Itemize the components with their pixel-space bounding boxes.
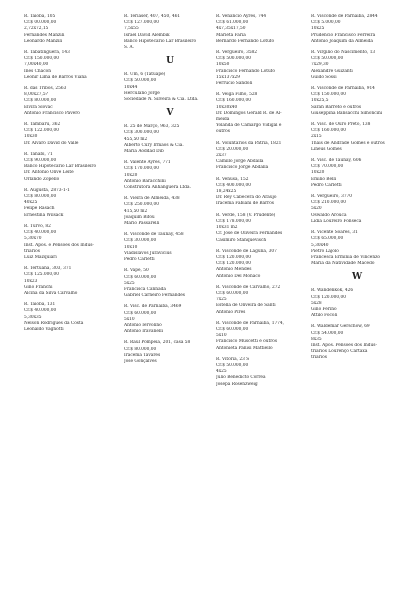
listing-entry xyxy=(124,340,216,365)
entry-line: Herculano Jorge xyxy=(124,90,160,96)
entry-line: Cr.$ 300.000,00 xyxy=(124,130,159,136)
entry-line: Francisco Fernando Lotufo xyxy=(216,68,275,74)
entry-line: 4x25 xyxy=(216,369,227,375)
entry-line: 10x23 xyxy=(24,278,38,284)
entry-address: R. Valente Ayres, 771 xyxy=(124,160,171,166)
entry-line: Cr.$ 40.000,00 xyxy=(24,230,57,236)
entry-address: R. Taioba, 131 xyxy=(24,302,56,308)
entry-line: 5x25 xyxy=(124,280,135,286)
entry-line: 415,50 m2 xyxy=(124,208,148,214)
entry-line: Cr.$ 250.000,00 xyxy=(124,202,159,208)
entry-address: R. Visc. de Taunay, 606 xyxy=(311,158,362,164)
entry-line: Ferrucio Sandoli xyxy=(216,81,253,87)
entry-address: R. Tanabi, 71 xyxy=(24,151,53,157)
entry-line: Oswaldo Arouca xyxy=(311,212,347,218)
entry-address: R. Verde, 158 (V. Prudente) xyxy=(216,212,276,218)
entry-line: Cr.$ 160.000,00 xyxy=(216,98,251,104)
entry-line: Marieta Faria xyxy=(216,32,246,38)
entry-address: R. Visconde de Parnaíba, 2844 xyxy=(311,14,378,19)
entry-address: R. Virgílio do Nascimento, 13 xyxy=(311,50,376,56)
entry-line: Fernandes Manzili xyxy=(24,32,65,38)
entry-line: Emilio Belli xyxy=(311,176,337,182)
entry-line: Inst. Apos. Pensões dos Indus- xyxy=(311,342,377,348)
entry-line: Cr.$ 80.000,00 xyxy=(24,98,57,104)
entry-line: Cr.$ 90.000,00 xyxy=(24,158,57,164)
listing-entry xyxy=(124,196,216,227)
entry-line: 5x28 xyxy=(311,300,322,306)
listing-entry xyxy=(24,14,116,45)
entry-line: meida xyxy=(216,117,230,123)
entry-line: Banco Hipotecario Lar Brasileiro xyxy=(24,164,97,170)
entry-line: Julio Benedicto Corrêa xyxy=(216,375,266,381)
listing-entry xyxy=(24,86,116,117)
entry-line: Elvira Slovac xyxy=(24,104,53,110)
entry-line: Cr.$ 160.000,00 xyxy=(311,128,346,134)
listing-entry xyxy=(216,141,308,172)
entry-line: Lineus Gomes xyxy=(311,146,342,152)
entry-line: Luiz Mazquiari xyxy=(24,254,57,260)
entry-line: Iracema Fabiani de Barros xyxy=(216,201,274,207)
entry-line: 10x31 m2 xyxy=(216,225,238,231)
entry-address: R. Visconde de Taunay, 458 xyxy=(124,232,184,238)
entry-line: Cr.$ 50.000,00 xyxy=(216,362,249,368)
entry-line: Attilo Focoli xyxy=(311,313,338,319)
entry-line: Pedro Carletti xyxy=(124,257,155,263)
listing-entry xyxy=(311,324,403,361)
entry-line: Antonio Baracchini xyxy=(124,178,166,184)
entry-line: outros xyxy=(216,129,230,135)
entry-line: 2,72x72,15 xyxy=(24,26,49,32)
listing-entry xyxy=(24,122,116,147)
entry-line: Lídia Loureiro Fonseca xyxy=(311,218,362,224)
entry-line: Antonio Iravanelli xyxy=(124,329,164,335)
entry-line: 18,24x25 xyxy=(216,189,237,195)
entry-line: Iracema Tavares xyxy=(124,352,161,358)
entry-line: 2x37 xyxy=(216,153,227,159)
entry-line: Bernardo Fernando Lotufo xyxy=(216,38,275,44)
listing-entry xyxy=(216,285,308,316)
entry-line: Cr.$ 80.000,00 xyxy=(124,346,157,352)
entry-line: 5x10 xyxy=(124,316,135,322)
entry-line: Cr.$ 120.000,00 xyxy=(216,261,251,267)
entry-address: R. Tabatinguera, 143 xyxy=(24,50,70,56)
entry-address: R. Visconde de Parnaíba, 1774, xyxy=(216,320,285,326)
section-letter: V xyxy=(166,108,174,119)
entry-line: Antonio Francisco Pavero xyxy=(24,110,80,116)
entry-line: Antonio Joaquim da Almeida xyxy=(311,38,373,44)
entry-line: 5x10 xyxy=(216,333,227,339)
listing-entry xyxy=(311,14,403,45)
entry-line: Cr.$ 20.000,00 xyxy=(216,146,249,152)
listing-entry xyxy=(24,266,116,297)
entry-line: Alcina da Silva Carvalho xyxy=(24,290,78,296)
entry-line: Pietro Lajolo xyxy=(311,248,339,254)
listing-entry xyxy=(216,14,308,45)
listing-entry xyxy=(216,249,308,280)
entry-line: 7,5x55 xyxy=(124,26,139,32)
entry-address: R. Vitoria, 23 S xyxy=(216,356,250,362)
entry-line: Cr.$ 65.000,00 xyxy=(311,236,344,242)
entry-line: 10x30x40 xyxy=(216,104,238,110)
entry-line: Thais de Andrade Gomes e outros xyxy=(311,140,385,146)
entry-line: Inês Chacon xyxy=(24,68,51,74)
column-1 xyxy=(24,14,116,338)
entry-line: triarios xyxy=(311,355,327,361)
entry-line: Maria da Natividade Macedo xyxy=(311,261,375,267)
entry-line: Cr.$ 50.000,00 xyxy=(311,56,344,62)
entry-line: Cr.$ 60.000,00 xyxy=(216,326,249,332)
entry-address: R. Turvo, 82 xyxy=(24,223,51,229)
listing-entry xyxy=(124,14,216,51)
entry-line: Cr. José de Oliveira Fernandes xyxy=(216,231,283,237)
column-3 xyxy=(216,14,308,393)
entry-line: Cr.$ 150.000,00 xyxy=(311,92,346,98)
entry-line: Cr.$ 30.000,00 xyxy=(124,238,157,244)
listing-entry xyxy=(311,194,403,225)
entry-address: R. Visc. de Ouro Preto, 138 xyxy=(311,122,371,128)
listing-entry xyxy=(124,72,216,103)
entry-line: triarios Lourenço Cartaxa xyxy=(311,349,368,355)
entry-line: Cr.$ 210.000,00 xyxy=(311,200,346,206)
entry-line: Pedro Carletti xyxy=(311,182,342,188)
listing-entry xyxy=(124,268,216,299)
entry-address: R. Visconde de Laguna, 307 xyxy=(216,248,277,254)
entry-address: R. Taioba, 105 xyxy=(24,14,56,19)
listing-entry xyxy=(311,230,403,267)
entry-address: R. Visconde de Parnaíba, 914 xyxy=(311,86,375,92)
listing-entry xyxy=(124,232,216,263)
entry-line: Cr.$ 70.000,00 xyxy=(311,164,344,170)
listing-entry xyxy=(24,50,116,81)
listing-entry xyxy=(216,357,308,388)
column-4 xyxy=(311,14,403,367)
entry-line: 7x25 xyxy=(216,297,227,303)
listing-entry xyxy=(216,213,308,244)
entry-address: R. Raul Pompeia, 201, casa 58 xyxy=(124,340,191,346)
entry-line: 455,50 m2 xyxy=(124,136,148,142)
entry-line: Estella de Oliveira de Santi xyxy=(216,303,276,309)
entry-line: 7x29,30 xyxy=(311,62,329,68)
entry-line: Mario Passarelli xyxy=(124,221,160,227)
entry-address: R. Tertuana, 303, 371 xyxy=(24,266,72,272)
entry-line: Cr.$ 120.000,00 xyxy=(311,294,346,300)
entry-line: Cr.$ 127.000,00 xyxy=(124,20,159,26)
entry-line: Cr.$ 120.000,00 xyxy=(216,254,251,260)
entry-line: S. A. xyxy=(124,45,134,51)
entry-line: Guido Sossi xyxy=(311,74,337,80)
entry-line: Francisca Cannada xyxy=(124,286,166,292)
entry-line: Camillo Jorge Abdalla xyxy=(216,159,264,165)
entry-line: Sociedade N. Silveira & Cia. Ltda. xyxy=(124,97,199,103)
entry-line: Cr.$ 54.000,00 xyxy=(311,330,344,336)
entry-line: 40x25 xyxy=(24,200,38,206)
entry-address: R. das Tribos, 2563 xyxy=(24,86,67,92)
entry-line: Cr.$ 00.000,00 xyxy=(24,20,57,26)
entry-line: Francisco Muscetti e outros xyxy=(216,339,278,345)
listing-entry xyxy=(216,50,308,87)
entry-line: Francisco Jorge Abdalla xyxy=(216,165,269,171)
listing-entry xyxy=(24,224,116,261)
entry-line: Cr.$ 400.000,00 xyxy=(216,182,251,188)
entry-line: Leonardo Manzili xyxy=(24,38,63,44)
entry-line: 10x44 xyxy=(124,84,138,90)
entry-line: 8x35 xyxy=(311,336,322,342)
entry-line: Gabriel Carneiro Fernandes xyxy=(124,293,185,299)
entry-line: 4x7,35x17,50 xyxy=(216,26,246,32)
entry-line: Cr.$ 40.000,00 xyxy=(24,308,57,314)
entry-line: Giuseppina Bansacchi Simoncini xyxy=(311,110,383,116)
entry-line: Casimiro Stanquevisch xyxy=(216,237,267,243)
entry-address: R. Vergueiro, 3582 xyxy=(216,50,258,56)
entry-line: Cr.$ 178.000,00 xyxy=(216,218,251,224)
entry-line: 5x20 xyxy=(311,206,322,212)
entry-address: R. Tambaru, 362 xyxy=(24,122,61,128)
entry-line: Inst. Apos. e Pensões dos Indus- xyxy=(24,242,94,248)
listing-entry xyxy=(311,86,403,117)
entry-line: Dr. Domingos Gerald R. de Al- xyxy=(216,110,282,116)
entry-address: R. Vieira de Almeida, 438 xyxy=(124,196,180,202)
entry-line: Cr.$ 500.000,00 xyxy=(216,56,251,62)
entry-line: Maria Aoddad Dib xyxy=(124,149,164,155)
entry-line: 5,30x35 xyxy=(24,314,42,320)
entry-line: 10x50 xyxy=(216,62,230,68)
entry-line: Leonir Lima de Barros Viana xyxy=(24,74,87,80)
entry-line: Construtora Anhanguera Ltda. xyxy=(124,185,191,191)
entry-line: triarios xyxy=(24,248,40,254)
entry-line: Dr. Rey Cabecera do Araujo xyxy=(216,195,277,201)
entry-line: Cr.$ 150.000,00 xyxy=(24,56,59,62)
entry-line: Cr.$ 50.000,00 xyxy=(124,78,157,84)
entry-line: Orlando Zopello xyxy=(24,176,60,182)
listing-entry xyxy=(24,188,116,219)
entry-address: R. Voluntarios da Patria, 1821 xyxy=(216,140,282,146)
entry-line: 10x25 xyxy=(311,26,325,32)
listing-entry xyxy=(24,302,116,333)
listing-entry xyxy=(311,122,403,153)
entry-address: R. Visc. de Parnaíba, 3469 xyxy=(124,304,182,310)
entry-line: 15x137x29 xyxy=(216,74,240,80)
entry-line: Leonaldo Vagnotti xyxy=(24,326,64,332)
entry-line: Josepa Rosenzweig xyxy=(216,381,258,387)
entry-line: Cr.$ 60.000,00 xyxy=(124,274,157,280)
listing-entry xyxy=(24,152,116,183)
entry-line: Antonio Pires xyxy=(216,309,246,315)
entry-line: 10x20 xyxy=(311,170,325,176)
entry-line: Felipe Rasach xyxy=(24,206,55,212)
listing-entry xyxy=(216,177,308,208)
entry-line: Cr.$ 61.000,00 xyxy=(216,20,249,26)
listing-entry xyxy=(124,304,216,335)
listing-entry xyxy=(216,92,308,135)
entry-line: Gino Franchi xyxy=(24,284,53,290)
entry-line: Gino Ferino xyxy=(311,306,337,312)
section-letter: U xyxy=(166,56,174,67)
entry-address: R. 25 de Março, 963, 325 xyxy=(124,124,180,130)
entry-address: R. Venusa, 152 xyxy=(216,176,249,182)
entry-line: Dr. Antonio Olivé Leite xyxy=(24,170,74,176)
entry-line: 10x30 xyxy=(24,134,38,140)
listing-entry xyxy=(124,160,216,191)
entry-line: Cr.$ 5.000,00 xyxy=(311,20,341,26)
entry-line: Antonio Mendes xyxy=(216,267,252,273)
entry-line: Antonio Del Monaco xyxy=(216,273,261,279)
entry-address: R. Vapé, 50 xyxy=(124,268,149,274)
entry-line: 10x20 xyxy=(124,172,138,178)
entry-line: Alexandre Guizanti xyxy=(311,68,353,74)
entry-line: Cr.$ 122.000,00 xyxy=(24,128,59,134)
entry-line: 2x15 xyxy=(311,134,322,140)
entry-line: Antonio Iervolino xyxy=(124,322,162,328)
listing-entry xyxy=(311,158,403,189)
entry-line: Nelson Rodrigues da Costa xyxy=(24,320,84,326)
entry-address: R. Wandenkok, 426 xyxy=(311,288,354,294)
entry-line: Joaquim Bifou xyxy=(124,214,155,220)
entry-line: Yolanda de Camargo Vidigal e xyxy=(216,123,282,129)
entry-address: R. Um, 6 (Tatuapé) xyxy=(124,72,166,78)
entry-line: Cr.$ 60.000,00 xyxy=(216,290,249,296)
entry-line: Sarah Barreto e outros xyxy=(311,104,362,110)
listing-entry xyxy=(311,50,403,81)
entry-line: Cr.$ 60.000,00 xyxy=(124,310,157,316)
entry-address: R. Waldemar Gerschow, 69 xyxy=(311,324,370,330)
entry-address: R. Teriaser, 407, 450, 461 xyxy=(124,14,181,19)
entry-line: 5,30x40 xyxy=(311,242,329,248)
entry-line: Vladislavos Juravicius xyxy=(124,250,172,256)
entry-line: Israel David Alembik xyxy=(124,32,170,38)
entry-address: R. Augusta, 2873-1-1 xyxy=(24,187,70,193)
entry-line: Cr.$ 80.000,00 xyxy=(24,194,57,200)
entry-address: R. Venâncio Ayres, 744 xyxy=(216,14,267,19)
entry-line: Antonieta Panisi Mattiello xyxy=(216,345,273,351)
entry-line: José Gonçalves xyxy=(124,358,157,364)
entry-address: R. Veiga Filho, 528 xyxy=(216,92,258,98)
entry-line: 10x10 xyxy=(124,244,138,250)
entry-line: Prudencio Francisco Ferreira xyxy=(311,32,376,38)
entry-address: R. Visconde de Carvalho, 272 xyxy=(216,284,281,290)
column-2 xyxy=(124,14,216,370)
entry-line: Banco Hipotecario Lar Brasileiro xyxy=(124,38,197,44)
entry-line: 7,00x40,00 xyxy=(24,62,49,68)
entry-line: Alberto Cury Irmãos & Cia. xyxy=(124,142,184,148)
listing-entry xyxy=(311,288,403,319)
entry-line: Cr.$ 170.000,00 xyxy=(124,166,159,172)
listing-entry xyxy=(216,321,308,352)
entry-address: R. Vicente Soares, 31 xyxy=(311,230,358,236)
section-letter: W xyxy=(351,272,363,283)
entry-line: 10x25,5 xyxy=(311,98,329,104)
entry-address: R. Vergueiro, 3770 xyxy=(311,194,353,200)
entry-line: Cr.$ 125.000,00 xyxy=(24,272,59,278)
entry-line: Ernestina Wilsack xyxy=(24,212,64,218)
entry-line: 5,30x70 xyxy=(24,236,42,242)
entry-line: Dr. Alvaro David do Valle xyxy=(24,140,79,146)
entry-line: Francesca Ermínia de Vincenzo xyxy=(311,254,380,260)
listing-entry xyxy=(124,124,216,155)
entry-line: 8,00x27,5? xyxy=(24,92,48,98)
